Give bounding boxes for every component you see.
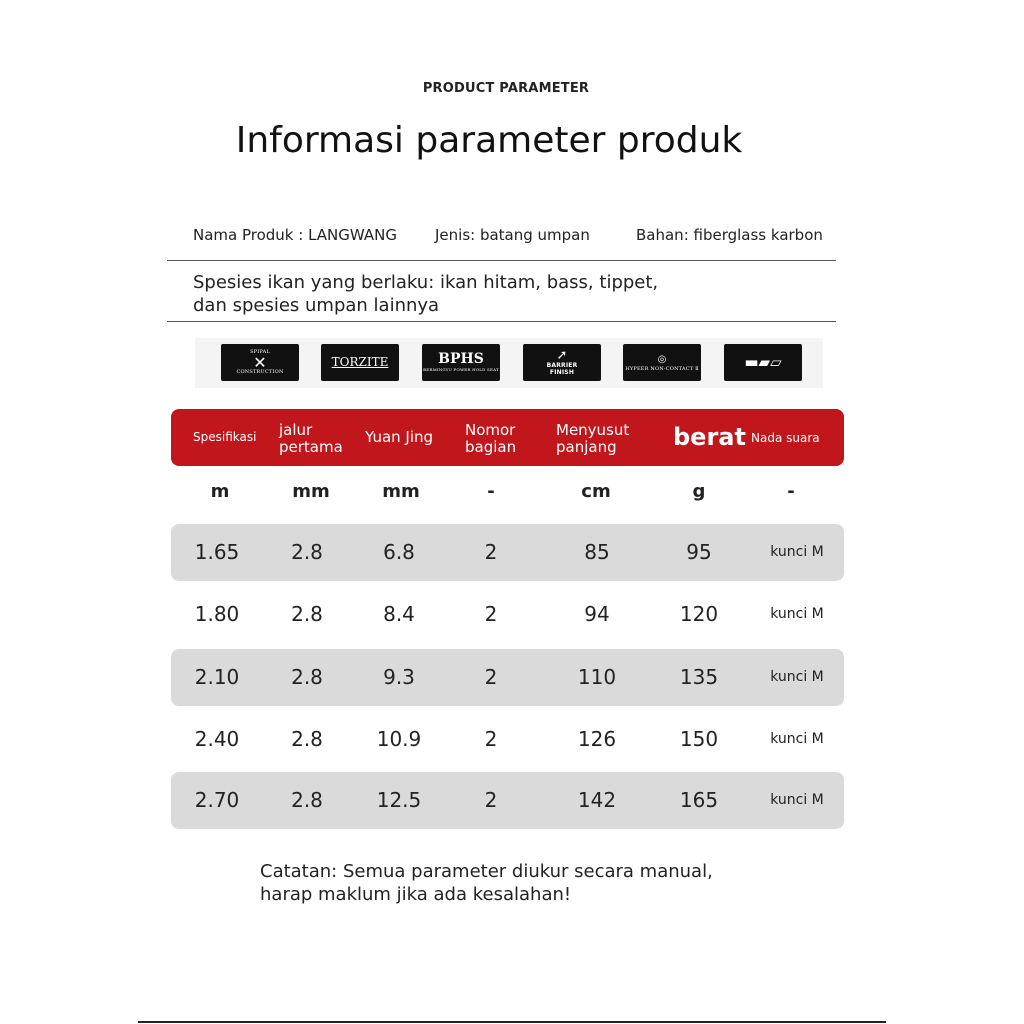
table-row bbox=[171, 586, 844, 643]
product-name: Nama Produk : LANGWANG bbox=[193, 226, 398, 244]
table-cell: 126 bbox=[577, 727, 617, 751]
footnote-line: harap maklum jika ada kesalahan! bbox=[260, 884, 572, 905]
table-row bbox=[171, 524, 844, 581]
table-cell: 2.8 bbox=[291, 665, 323, 689]
unit-label: g bbox=[692, 481, 706, 502]
spiral-x-construction-icon: SPIPAL ✕ CONSTRUCTION bbox=[221, 344, 299, 381]
reel-seat-icon: ▬▰▱ bbox=[724, 344, 802, 381]
species-line: dan spesies umpan lainnya bbox=[193, 295, 440, 316]
table-cell: 142 bbox=[577, 788, 617, 812]
table-row bbox=[171, 649, 844, 706]
product-info-row bbox=[167, 226, 835, 256]
unit-label: mm bbox=[382, 481, 420, 502]
column-header-spec: Spesifikasi bbox=[193, 430, 257, 444]
table-cell: 2.8 bbox=[291, 602, 323, 626]
product-type: Jenis: batang umpan bbox=[435, 226, 590, 244]
column-header-weight: berat bbox=[673, 423, 746, 451]
table-cell: 2 bbox=[484, 788, 498, 812]
table-cell: kunci M bbox=[770, 731, 824, 747]
unit-label: - bbox=[787, 481, 795, 502]
column-header-first-line: jalur pertama bbox=[279, 421, 343, 456]
column-header-section: Nomor bagian bbox=[465, 421, 517, 456]
table-cell: kunci M bbox=[770, 792, 824, 808]
page-title: Informasi parameter produk bbox=[235, 120, 743, 161]
divider bbox=[167, 260, 836, 261]
table-cell: 2.8 bbox=[291, 727, 323, 751]
table-cell: 2.70 bbox=[194, 788, 240, 812]
table-cell: kunci M bbox=[770, 544, 824, 560]
bphs-icon: BPHS BERMINGYU POWER HOLD SEAT bbox=[422, 344, 500, 381]
table-cell: 110 bbox=[577, 665, 617, 689]
footnote bbox=[260, 860, 713, 906]
table-cell: kunci M bbox=[770, 669, 824, 685]
torzite-icon: TORZITE bbox=[321, 344, 399, 381]
table-cell: 2 bbox=[484, 602, 498, 626]
table-cell: 120 bbox=[679, 602, 719, 626]
table-cell: 2 bbox=[484, 665, 498, 689]
barrier-finish-icon: ➚ BARRIER FINISH bbox=[523, 344, 601, 381]
unit-label: cm bbox=[581, 481, 611, 502]
product-material: Bahan: fiberglass karbon bbox=[636, 226, 823, 244]
table-cell: 135 bbox=[679, 665, 719, 689]
table-cell: 2.8 bbox=[291, 788, 323, 812]
table-cell: 150 bbox=[679, 727, 719, 751]
technology-badges bbox=[195, 338, 823, 388]
table-cell: 6.8 bbox=[383, 540, 415, 564]
table-cell: 12.5 bbox=[376, 788, 422, 812]
hypeer-non-contact-icon: ◎ HYPEER NON-CONTACT Ⅱ bbox=[623, 344, 701, 381]
species-line: Spesies ikan yang berlaku: ikan hitam, bass, tippet, bbox=[193, 272, 659, 293]
table-header bbox=[171, 409, 844, 466]
table-cell: 95 bbox=[686, 540, 712, 564]
bottom-divider bbox=[138, 1021, 886, 1023]
table-cell: 10.9 bbox=[376, 727, 422, 751]
table-cell: 2.40 bbox=[194, 727, 240, 751]
column-header-diameter: Yuan Jing bbox=[365, 428, 434, 446]
footnote-line: Catatan: Semua parameter diukur secara manual, bbox=[260, 861, 713, 882]
kicker-label: PRODUCT PARAMETER bbox=[422, 81, 590, 96]
table-cell: 2 bbox=[484, 540, 498, 564]
table-cell: 2.10 bbox=[194, 665, 240, 689]
table-cell: 8.4 bbox=[383, 602, 415, 626]
table-row bbox=[171, 711, 844, 768]
table-cell: 1.65 bbox=[194, 540, 240, 564]
table-cell: 2.8 bbox=[291, 540, 323, 564]
table-cell: 2 bbox=[484, 727, 498, 751]
species-text bbox=[193, 271, 813, 317]
unit-label: m bbox=[210, 481, 230, 502]
divider bbox=[167, 321, 836, 322]
table-cell: 85 bbox=[584, 540, 610, 564]
unit-label: - bbox=[487, 481, 495, 502]
table-cell: 9.3 bbox=[383, 665, 415, 689]
table-cell: 94 bbox=[584, 602, 610, 626]
table-cell: 165 bbox=[679, 788, 719, 812]
column-header-tone: Nada suara bbox=[751, 431, 820, 445]
unit-label: mm bbox=[292, 481, 330, 502]
table-row bbox=[171, 772, 844, 829]
table-cell: kunci M bbox=[770, 606, 824, 622]
column-header-length: Menyusut panjang bbox=[556, 421, 630, 456]
table-cell: 1.80 bbox=[194, 602, 240, 626]
